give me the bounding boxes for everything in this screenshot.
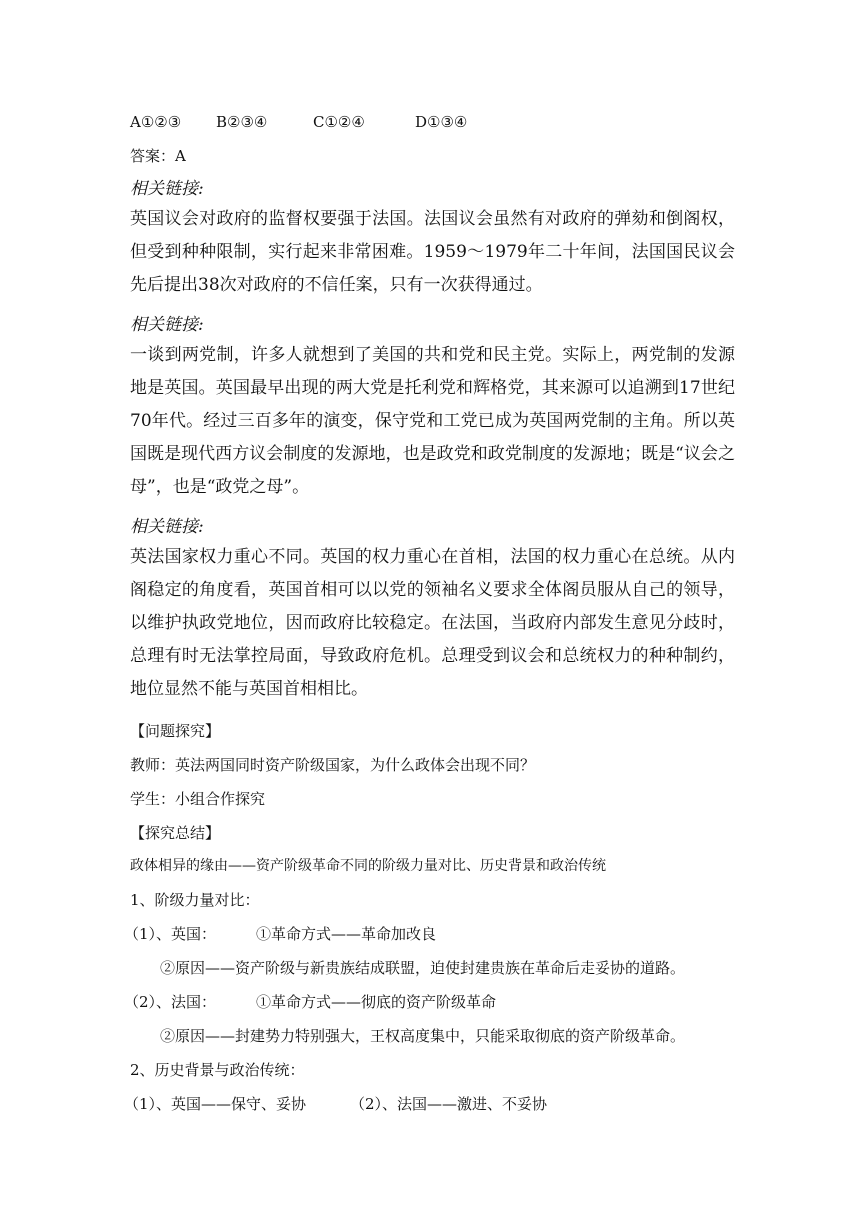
section-1-fr-reason: ②原因——封建势力特别强大，王权高度集中，只能采取彻底的资产阶级革命。 xyxy=(160,1027,686,1045)
answer-text: 答案：A xyxy=(130,147,186,165)
summary-title: 【探究总结】 xyxy=(130,824,221,842)
related-link-paragraph-2: 一谈到两党制，许多人就想到了美国的共和党和民主党。实际上，两党制的发源地是英国。英国最早出现的两大党是托利党和辉格党，其来源可以追溯到17世纪70年代。经过三百多年的演变，保守党和工党已成为英国两党制的主角。所以英国既是现代西方议会制度的发源地，也是政党和政党制度的发源地；既是“议会之母”，也是“政党之母”。 xyxy=(130,345,735,497)
inquiry-title: 【问题探究】 xyxy=(130,722,221,740)
related-link-heading-3: 相关链接: xyxy=(130,517,204,537)
section-2-fr: （2）、法国——激进、不妥协 xyxy=(350,1095,548,1113)
option-c: C①②④ xyxy=(313,113,365,131)
section-2-heading: 2、历史背景与政治传统： xyxy=(130,1061,305,1079)
option-b: B②③④ xyxy=(216,113,268,131)
related-link-heading-1: 相关链接: xyxy=(130,179,204,199)
option-a: A①②③ xyxy=(130,113,182,131)
student-activity: 学生：小组合作探究 xyxy=(130,790,266,808)
section-1-fr-label: （2）、法国： xyxy=(124,993,217,1011)
option-d: D①③④ xyxy=(415,113,468,131)
section-2-uk: （1）、英国——保守、妥协 xyxy=(124,1095,307,1113)
related-link-paragraph-1: 英国议会对政府的监督权要强于法国。法国议会虽然有对政府的弹劾和倒阁权，但受到种种限制，实行起来非常困难。1959～1979年二十年间，法国国民议会先后提出38次对政府的不信任案，只有一次获得通过。 xyxy=(130,209,735,295)
section-1-fr-revolution: ①革命方式——彻底的资产阶级革命 xyxy=(256,993,497,1011)
teacher-question: 教师：英法两国同时资产阶级国家，为什么政体会出现不同？ xyxy=(130,756,536,774)
section-1-uk-reason: ②原因——资产阶级与新贵族结成联盟，迫使封建贵族在革命后走妥协的道路。 xyxy=(160,959,686,977)
summary-intro: 政体相异的缘由——资产阶级革命不同的阶级力量对比、历史背景和政治传统 xyxy=(130,858,606,874)
section-1-uk-revolution: ①革命方式——革命加改良 xyxy=(256,925,437,943)
related-link-heading-2: 相关链接: xyxy=(130,315,204,335)
section-1-uk-label: （1）、英国： xyxy=(124,925,217,943)
related-link-paragraph-3: 英法国家权力重心不同。英国的权力重心在首相，法国的权力重心在总统。从内阁稳定的角度看，英国首相可以以党的领袖名义要求全体阁员服从自己的领导，以维护执政党地位，因而政府比较稳定。在法国，当政府内部发生意见分歧时，总理有时无法掌控局面，导致政府危机。总理受到议会和总统权力的种种制约，地位显然不能与英国首相相比。 xyxy=(130,547,735,699)
section-1-heading: 1、阶级力量对比： xyxy=(130,891,260,909)
